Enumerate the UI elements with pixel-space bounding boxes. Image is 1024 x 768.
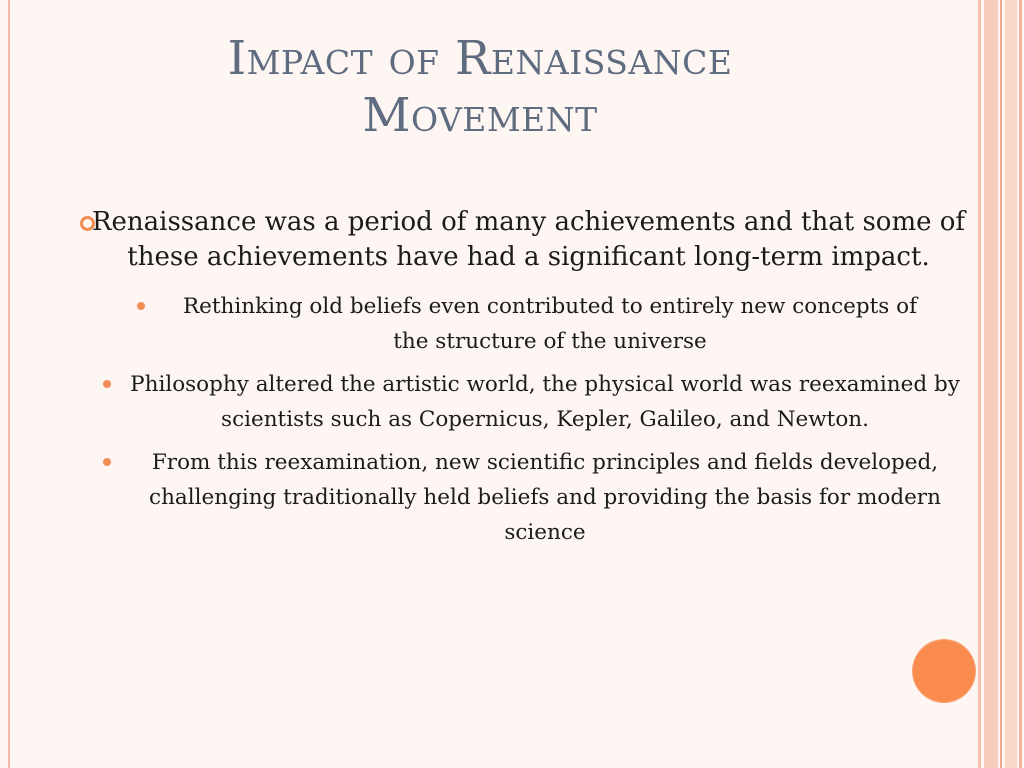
sub-bullet-point xyxy=(75,445,970,550)
stripe xyxy=(1005,0,1017,768)
main-bullet-text: Renaissance was a period of many achievements and that some of these achievements have had a significant long-term impact. xyxy=(91,207,966,272)
ring-bullet-icon xyxy=(80,216,95,231)
sub-bullet-text: Rethinking old beliefs even contributed to entirely new concepts of the structure of the universe xyxy=(182,294,918,354)
left-decorative-line xyxy=(8,0,10,768)
dot-bullet-icon xyxy=(103,380,111,388)
dot-bullet-icon xyxy=(137,302,145,310)
stripe xyxy=(1019,0,1022,768)
slide-title: Impact of Renaissance Movement xyxy=(227,31,733,143)
dot-bullet-icon xyxy=(103,458,111,466)
stripe xyxy=(984,0,998,768)
stripe xyxy=(978,0,981,768)
orange-circle-icon xyxy=(913,640,975,702)
sub-bullet-text: Philosophy altered the artistic world, the physical world was reexamined by scientists such as Copernicus, Kepler, Galileo, and Newton. xyxy=(130,372,960,432)
sub-bullet-text: From this reexamination, new scientific principles and fields developed, challenging traditionally held beliefs and providing the basis for modern science xyxy=(149,450,941,545)
sub-bullet-point xyxy=(75,367,970,437)
sub-bullet-point xyxy=(75,289,970,359)
stripe xyxy=(1000,0,1002,768)
right-decorative-stripes xyxy=(978,0,1024,768)
slide-content xyxy=(75,205,970,558)
main-bullet-point xyxy=(75,205,970,275)
